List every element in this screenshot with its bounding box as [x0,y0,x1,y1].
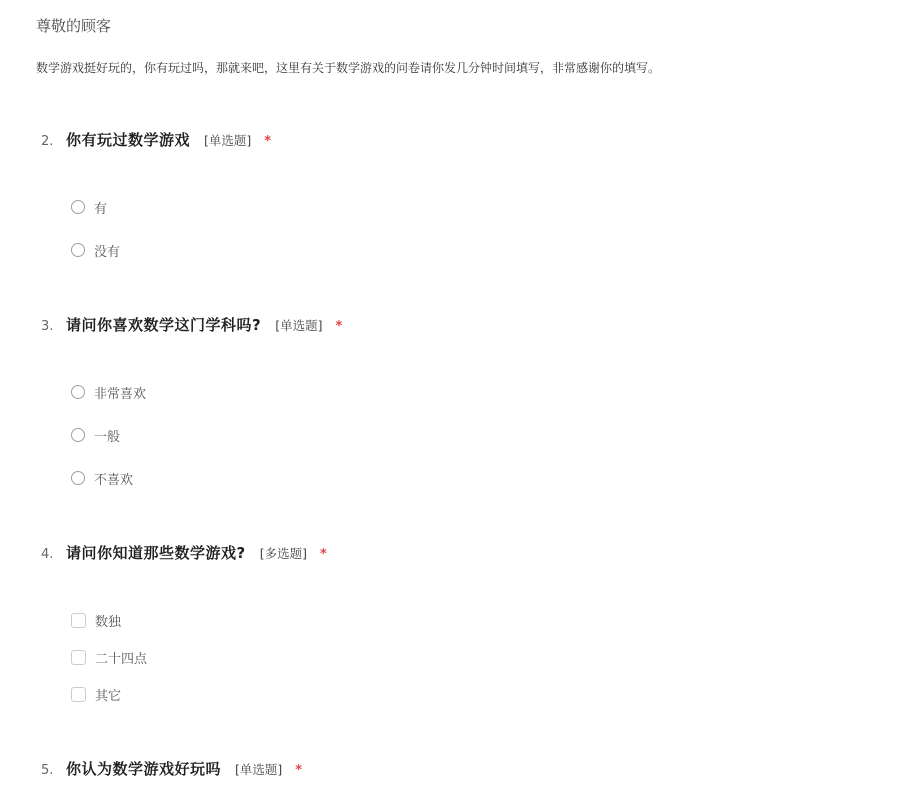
question-title: 你认为数学游戏好玩吗 [66,760,222,778]
required-asterisk: * [335,319,343,334]
required-asterisk: * [319,547,327,562]
question-list [36,130,864,780]
option-label: 其它 [95,688,122,704]
question-block-5 [36,759,864,780]
option-row[interactable] [71,425,864,445]
radio-button-icon[interactable] [71,243,85,257]
option-row[interactable] [71,610,864,630]
option-group [36,610,864,704]
question-block-3 [36,315,864,488]
question-type-tag: [多选题] [259,546,307,561]
option-row[interactable] [71,197,864,217]
question-title: 请问你喜欢数学这门学科吗? [66,316,262,334]
option-row[interactable] [71,240,864,260]
question-header [36,130,864,151]
option-label: 没有 [94,244,121,260]
question-number: 4. [41,547,54,562]
question-header [36,315,864,336]
page-title: 尊敬的顾客 [36,17,112,35]
option-row[interactable] [71,684,864,704]
option-row[interactable] [71,647,864,667]
radio-button-icon[interactable] [71,471,85,485]
question-title: 请问你知道那些数学游戏? [66,544,246,562]
required-asterisk: * [264,134,272,149]
question-block-4 [36,543,864,704]
option-row[interactable] [71,382,864,402]
option-label: 数独 [95,614,122,630]
checkbox-icon[interactable] [71,650,86,665]
question-type-tag: [单选题] [275,318,323,333]
intro-text: 数学游戏挺好玩的，你有玩过吗，那就来吧，这里有关于数学游戏的问卷请你发几分钟时间填写，非常感谢你的填写。 [36,61,661,75]
radio-button-icon[interactable] [71,385,85,399]
question-type-tag: [单选题] [204,133,252,148]
question-number: 3. [41,319,54,334]
option-label: 不喜欢 [94,472,134,488]
required-asterisk: * [295,763,303,778]
question-number: 5. [41,763,54,778]
option-label: 一般 [94,429,121,445]
question-header [36,759,864,780]
question-type-tag: [单选题] [235,762,283,777]
question-header [36,543,864,564]
option-label: 二十四点 [95,651,148,667]
option-label: 非常喜欢 [94,386,147,402]
option-label: 有 [94,201,108,217]
option-group [36,197,864,260]
checkbox-icon[interactable] [71,687,86,702]
radio-button-icon[interactable] [71,200,85,214]
question-title: 你有玩过数学游戏 [66,131,191,149]
option-row[interactable] [71,468,864,488]
checkbox-icon[interactable] [71,613,86,628]
option-group [36,382,864,488]
question-number: 2. [41,134,54,149]
radio-button-icon[interactable] [71,428,85,442]
question-block-2 [36,130,864,260]
